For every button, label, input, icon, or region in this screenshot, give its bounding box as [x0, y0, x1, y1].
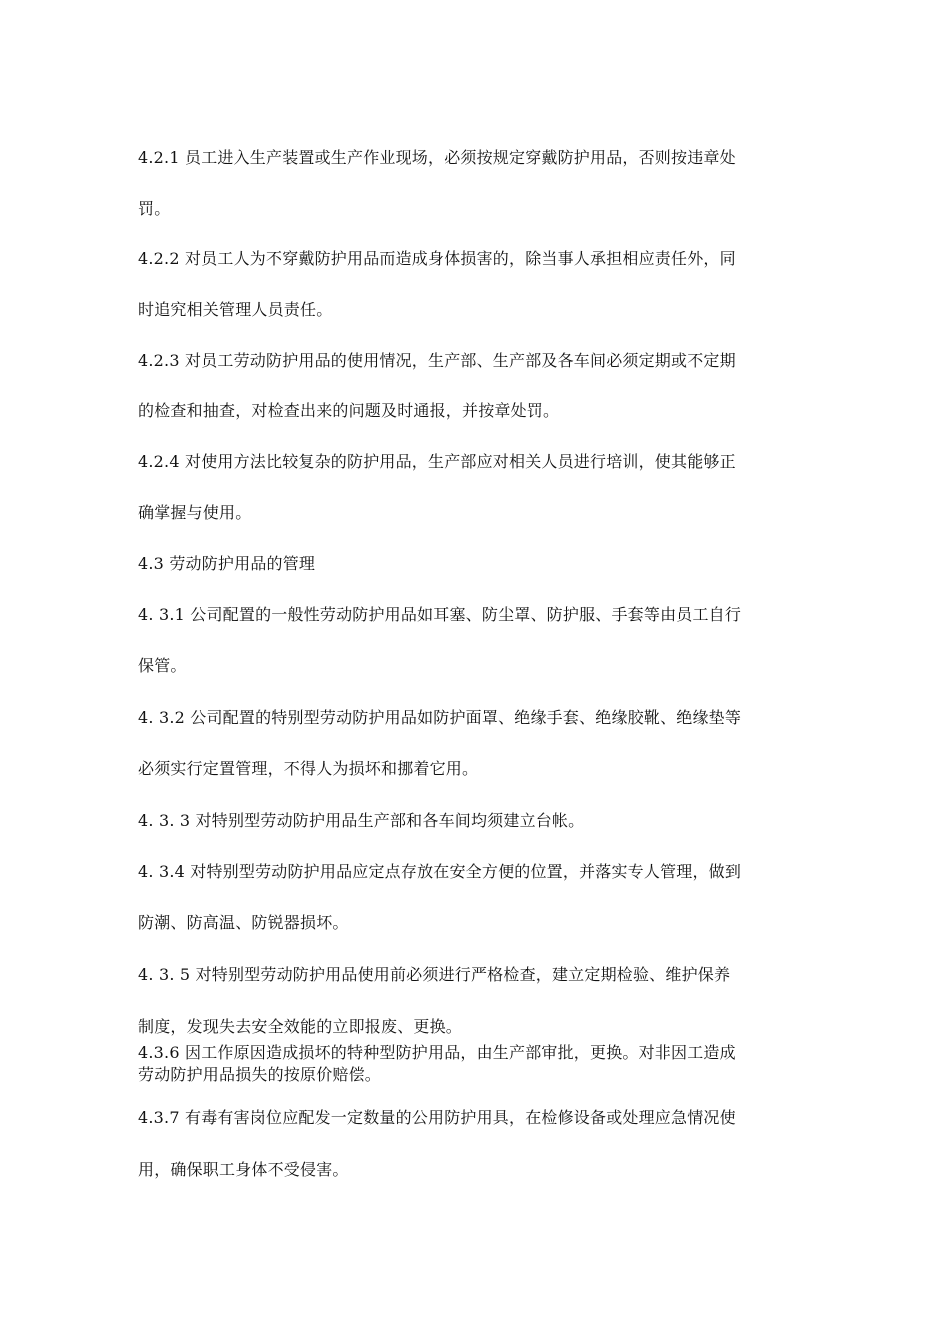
- text-line-4-3-1-b: 保管。: [138, 656, 187, 675]
- text-line-4-2-3-b: 的检查和抽查，对检查出来的问题及时通报，并按章处罚。: [138, 401, 560, 420]
- text-line-4-2-4-b: 确掌握与使用。: [138, 503, 252, 522]
- text-line-4-3-7-b: 用，确保职工身体不受侵害。: [138, 1160, 349, 1179]
- text-line-4-3-7-a: 4.3.7 有毒有害岗位应配发一定数量的公用防护用具，在检修设备或处理应急情况使: [138, 1108, 736, 1127]
- text-line-4-3-5-b: 制度，发现失去安全效能的立即报废、更换。: [138, 1017, 463, 1036]
- text-line-4-3-1-a: 4. 3.1 公司配置的一般性劳动防护用品如耳塞、防尘罩、防护服、手套等由员工自行: [138, 605, 742, 624]
- text-line-4-2-1-b: 罚。: [138, 199, 171, 218]
- text-line-4-3-6-a: 4.3.6 因工作原因造成损坏的特种型防护用品，由生产部审批，更换。对非因工造成: [138, 1043, 736, 1062]
- section-heading-4-3: 4.3 劳动防护用品的管理: [138, 554, 316, 573]
- text-line-4-3-4-a: 4. 3.4 对特别型劳动防护用品应定点存放在安全方便的位置，并落实专人管理，做到: [138, 862, 742, 881]
- text-line-4-3-5-a: 4. 3. 5 对特别型劳动防护用品使用前必须进行严格检查，建立定期检验、维护保养: [138, 965, 731, 984]
- text-line-4-3-2-b: 必须实行定置管理，不得人为损坏和挪着它用。: [138, 759, 479, 778]
- text-line-4-3-6-b: 劳动防护用品损失的按原价赔偿。: [138, 1065, 382, 1084]
- text-line-4-2-4-a: 4.2.4 对使用方法比较复杂的防护用品，生产部应对相关人员进行培训，使其能够正: [138, 452, 736, 471]
- text-line-4-2-1-a: 4.2.1 员工进入生产装置或生产作业现场，必须按规定穿戴防护用品，否则按违章处: [138, 148, 736, 167]
- text-line-4-3-2-a: 4. 3.2 公司配置的特别型劳动防护用品如防护面罩、绝缘手套、绝缘胶靴、绝缘垫等: [138, 708, 742, 727]
- text-line-4-2-2-a: 4.2.2 对员工人为不穿戴防护用品而造成身体损害的，除当事人承担相应责任外，同: [138, 249, 736, 268]
- text-line-4-2-3-a: 4.2.3 对员工劳动防护用品的使用情况，生产部、生产部及各车间必须定期或不定期: [138, 351, 736, 370]
- text-line-4-2-2-b: 时追究相关管理人员责任。: [138, 300, 333, 319]
- text-line-4-3-4-b: 防潮、防高温、防锐器损坏。: [138, 913, 349, 932]
- text-line-4-3-3: 4. 3. 3 对特别型劳动防护用品生产部和各车间均须建立台帐。: [138, 811, 585, 830]
